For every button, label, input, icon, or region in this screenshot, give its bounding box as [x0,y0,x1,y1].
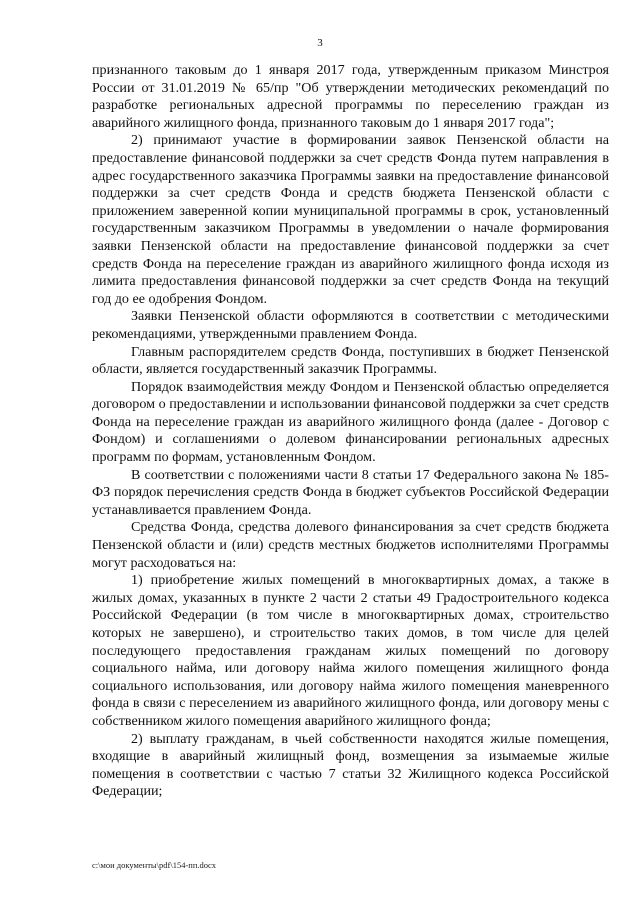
footer-file-path: c:\мои документы\pdf\154-пп.docx [92,860,217,870]
paragraph-funds-usage: Средства Фонда, средства долевого финансирования за счет средств бюджета Пензенской области и (или) средств местных бюджетов исполнителями Программы могут расходоваться на: [92,519,609,571]
paragraph-applications: Заявки Пензенской области оформляются в соответствии с методическими рекомендациями, утвержденными правлением Фонда. [92,308,609,342]
paragraph-interaction-order: Порядок взаимодействия между Фондом и Пензенской областью определяется договором о предоставлении и использовании финансовой поддержки за счет средств Фонда на переселение граждан из аварийного жилищного фонда (далее - Договор с Фондом) и соглашениями о долевом финансировании региональных адресных программ по формам, установленным Фондом. [92,378,609,466]
paragraph-usage-item-1: 1) приобретение жилых помещений в многоквартирных домах, а также в жилых домах, указанных в пункте 2 части 2 статьи 49 Градостроительного кодекса Российской Федерации (в том числе в многоквартирных домах, строительство которых не завершено), и строительство таких домов, в том числе для целей последующего предоставления гражданам жилых помещений по договору социального найма, или договору найма жилого помещения жилищного фонда социального использования, или договору найма жилого помещения маневренного фонда в связи с переселением из аварийного жилищного фонда, или договору мены с собственником жилого помещения аварийного жилищного фонда; [92,572,609,729]
page-number: 3 [317,37,323,49]
paragraph-main-manager: Главным распорядителем средств Фонда, поступивших в бюджет Пензенской области, является государственный заказчик Программы. [92,343,609,378]
document-body [92,62,609,801]
paragraph-item-2: 2) принимают участие в формировании заявок Пензенской области на предоставление финансовой поддержки за счет средств Фонда путем направления в адрес государственного заказчика Программы заявки на предоставление финансовой поддержки за счет средств Фонда и средств бюджета Пензенской области с приложением заверенной копии муниципальной программы в срок, установленный государственным заказчиком Программы в уведомлении о начале формирования заявки Пензенской области на предоставление финансовой поддержки за счет средств Фонда на переселение граждан из аварийного жилищного фонда исходя из лимита предоставления финансовой поддержки за счет средств Фонда на текущий год до ее одобрения Фондом. [92,132,609,307]
paragraph-usage-item-2: 2) выплату гражданам, в чьей собственности находятся жилые помещения, входящие в аварийный жилищный фонд, возмещения за изымаемые жилые помещения в соответствии с частью 7 статьи 32 Жилищного кодекса Российской Федерации; [92,730,609,800]
paragraph-continuation: признанного таковым до 1 января 2017 года, утвержденным приказом Минстроя России от 31.01.2019 № 65/пр "Об утверждении методических рекомендаций по разработке региональных адресной программы по переселению граждан из аварийного жилищного фонда, признанного таковым до 1 января 2017 года"; [92,62,609,131]
paragraph-transfer-order: В соответствии с положениями части 8 статьи 17 Федерального закона № 185-ФЗ порядок перечисления средств Фонда в бюджет субъектов Российской Федерации устанавливается правлением Фонда. [92,466,609,518]
